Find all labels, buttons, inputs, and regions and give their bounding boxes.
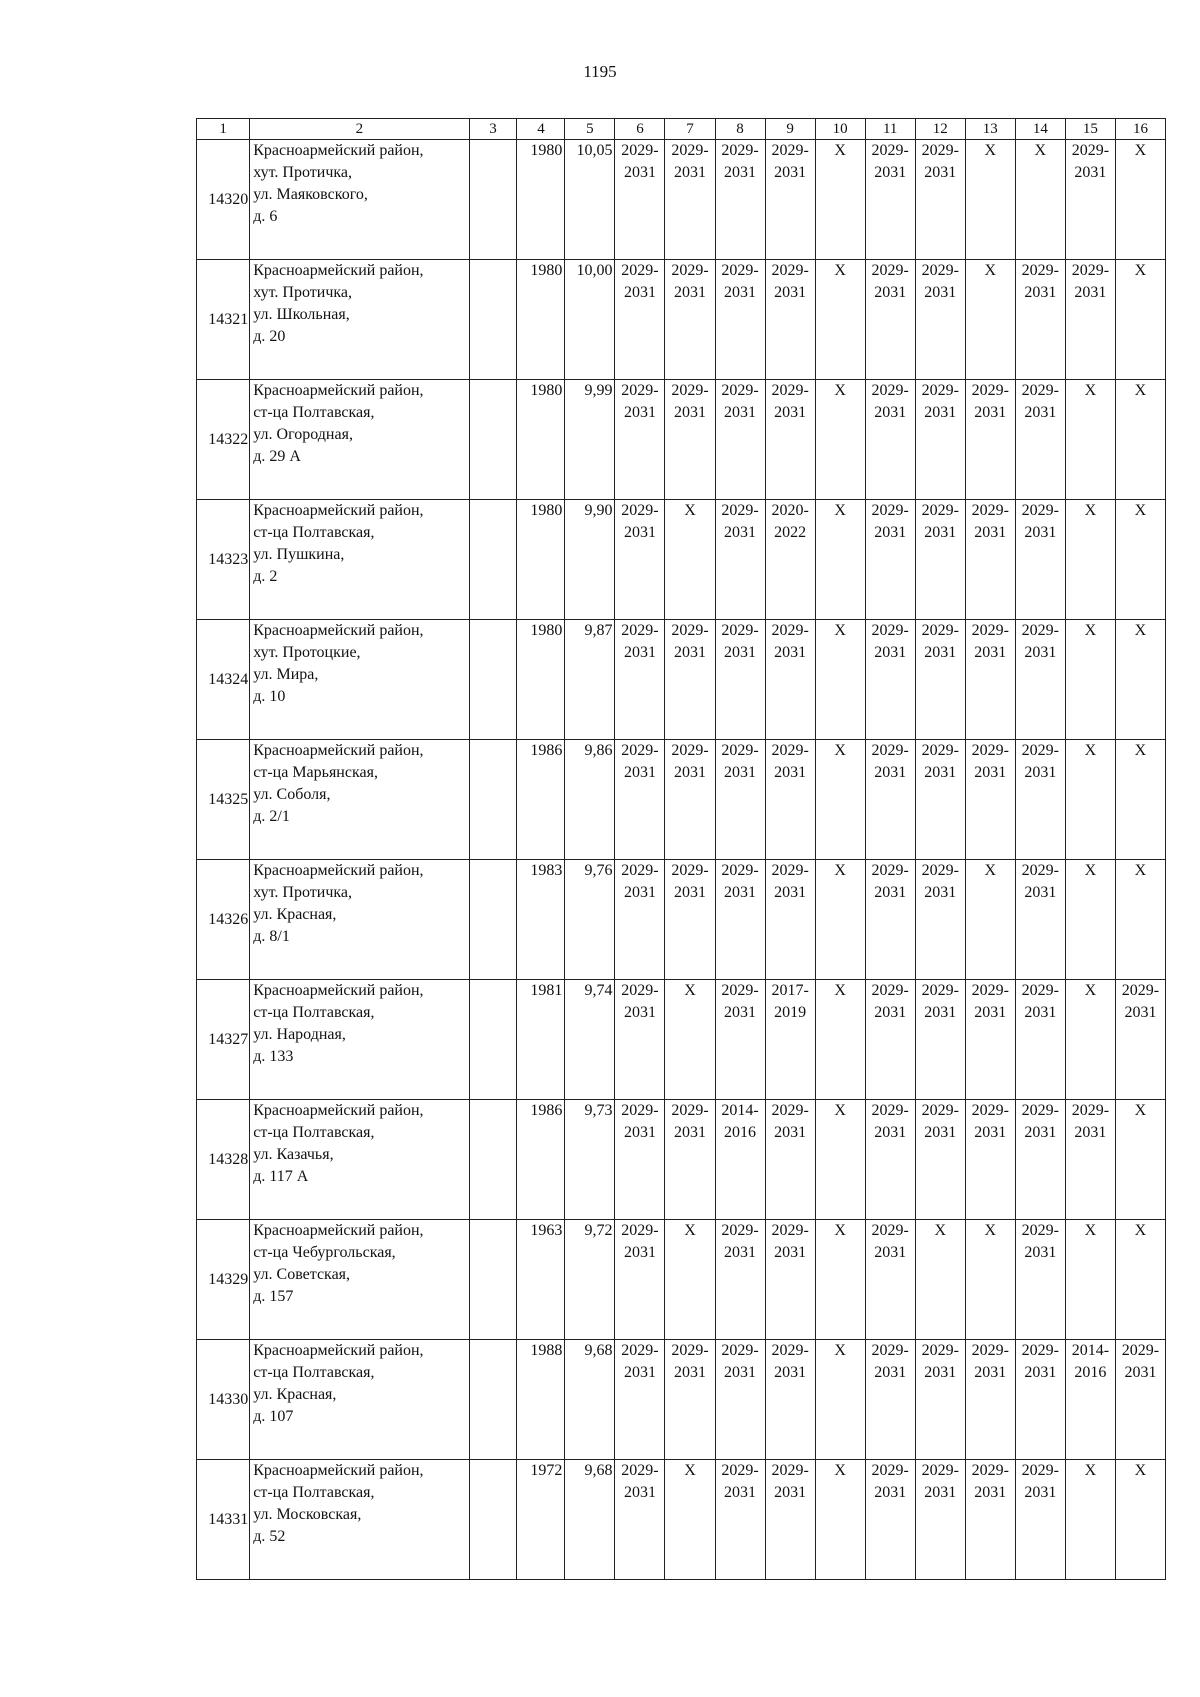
period-cell: X	[1115, 1100, 1165, 1220]
period-cell: 2029- 2031	[865, 1460, 915, 1580]
column-header: 14	[1015, 119, 1065, 140]
period-cell: 2029- 2031	[665, 380, 715, 500]
period-cell: X	[1015, 140, 1065, 260]
period-cell: 2029- 2031	[1015, 380, 1065, 500]
period-cell: X	[665, 980, 715, 1100]
period-cell: 2029- 2031	[615, 1220, 665, 1340]
period-cell: 2029- 2031	[615, 140, 665, 260]
period-cell: 2029- 2031	[765, 860, 815, 980]
year-cell: 1972	[517, 1460, 565, 1580]
column-header: 5	[565, 119, 615, 140]
period-cell: 2017- 2019	[765, 980, 815, 1100]
address-cell: Красноармейский район, ст-ца Полтавская, ул. Пушкина, д. 2	[250, 500, 469, 620]
period-cell: X	[815, 260, 865, 380]
row-number: 14328	[197, 1100, 250, 1220]
period-cell: X	[815, 500, 865, 620]
header-row	[197, 119, 1166, 140]
period-cell: 2029- 2031	[915, 260, 965, 380]
period-cell: 2029- 2031	[1065, 1100, 1115, 1220]
period-cell: 2029- 2031	[615, 860, 665, 980]
table-row	[197, 260, 1166, 380]
row-number: 14323	[197, 500, 250, 620]
period-cell: 2029- 2031	[965, 1100, 1015, 1220]
period-cell: X	[1065, 500, 1115, 620]
period-cell: X	[815, 1100, 865, 1220]
period-cell: 2029- 2031	[665, 260, 715, 380]
period-cell: 2029- 2031	[865, 1220, 915, 1340]
column-header: 13	[965, 119, 1015, 140]
period-cell: X	[965, 1220, 1015, 1340]
period-cell: 2029- 2031	[1065, 140, 1115, 260]
column-header: 2	[250, 119, 469, 140]
table-row	[197, 380, 1166, 500]
period-cell: X	[1115, 740, 1165, 860]
table-row	[197, 1460, 1166, 1580]
col3-cell	[469, 500, 517, 620]
period-cell: 2029- 2031	[615, 1340, 665, 1460]
year-cell: 1983	[517, 860, 565, 980]
year-cell: 1980	[517, 140, 565, 260]
address-cell: Красноармейский район, хут. Протичка, ул. Красная, д. 8/1	[250, 860, 469, 980]
col3-cell	[469, 1460, 517, 1580]
period-cell: 2029- 2031	[1115, 980, 1165, 1100]
period-cell: 2029- 2031	[1115, 1340, 1165, 1460]
period-cell: X	[965, 260, 1015, 380]
col3-cell	[469, 1340, 517, 1460]
address-cell: Красноармейский район, ст-ца Полтавская, ул. Московская, д. 52	[250, 1460, 469, 1580]
period-cell: X	[915, 1220, 965, 1340]
value-cell: 9,99	[565, 380, 615, 500]
period-cell: 2029- 2031	[865, 260, 915, 380]
value-cell: 9,68	[565, 1460, 615, 1580]
period-cell: X	[1065, 860, 1115, 980]
period-cell: 2029- 2031	[865, 860, 915, 980]
period-cell: 2029- 2031	[1065, 260, 1115, 380]
address-cell: Красноармейский район, ст-ца Полтавская, ул. Народная, д. 133	[250, 980, 469, 1100]
period-cell: 2029- 2031	[665, 620, 715, 740]
period-cell: 2029- 2031	[965, 980, 1015, 1100]
value-cell: 9,86	[565, 740, 615, 860]
period-cell: 2029- 2031	[965, 1340, 1015, 1460]
period-cell: X	[1065, 380, 1115, 500]
table-row	[197, 980, 1166, 1100]
period-cell: X	[1115, 620, 1165, 740]
period-cell: 2029- 2031	[715, 260, 765, 380]
page-number: 1195	[583, 62, 617, 81]
period-cell: 2029- 2031	[1015, 1460, 1065, 1580]
col3-cell	[469, 1220, 517, 1340]
period-cell: X	[1065, 980, 1115, 1100]
period-cell: 2029- 2031	[1015, 980, 1065, 1100]
period-cell: X	[815, 1460, 865, 1580]
row-number: 14320	[197, 140, 250, 260]
column-header: 4	[517, 119, 565, 140]
row-number: 14326	[197, 860, 250, 980]
row-number: 14330	[197, 1340, 250, 1460]
value-cell: 9,68	[565, 1340, 615, 1460]
period-cell: X	[965, 140, 1015, 260]
period-cell: X	[1115, 1460, 1165, 1580]
period-cell: X	[1115, 860, 1165, 980]
period-cell: X	[815, 620, 865, 740]
column-header: 10	[815, 119, 865, 140]
register-table	[196, 118, 1166, 1580]
period-cell: 2029- 2031	[965, 740, 1015, 860]
period-cell: 2029- 2031	[615, 1460, 665, 1580]
period-cell: X	[1115, 260, 1165, 380]
value-cell: 10,00	[565, 260, 615, 380]
column-header: 12	[915, 119, 965, 140]
column-header: 1	[197, 119, 250, 140]
period-cell: 2029- 2031	[765, 1220, 815, 1340]
period-cell: X	[1115, 380, 1165, 500]
table-row	[197, 500, 1166, 620]
table-row	[197, 1220, 1166, 1340]
period-cell: 2029- 2031	[915, 1460, 965, 1580]
period-cell: 2029- 2031	[965, 1460, 1015, 1580]
table-row	[197, 140, 1166, 260]
period-cell: 2029- 2031	[615, 620, 665, 740]
period-cell: 2029- 2031	[765, 1100, 815, 1220]
value-cell: 9,72	[565, 1220, 615, 1340]
value-cell: 9,74	[565, 980, 615, 1100]
period-cell: 2029- 2031	[1015, 260, 1065, 380]
period-cell: X	[1115, 140, 1165, 260]
col3-cell	[469, 380, 517, 500]
period-cell: 2029- 2031	[915, 860, 965, 980]
year-cell: 1988	[517, 1340, 565, 1460]
year-cell: 1980	[517, 260, 565, 380]
address-cell: Красноармейский район, хут. Протичка, ул. Маяковского, д. 6	[250, 140, 469, 260]
period-cell: X	[665, 1220, 715, 1340]
period-cell: 2029- 2031	[915, 980, 965, 1100]
period-cell: 2029- 2031	[1015, 1340, 1065, 1460]
column-header: 11	[865, 119, 915, 140]
period-cell: 2014- 2016	[1065, 1340, 1115, 1460]
period-cell: X	[1065, 1220, 1115, 1340]
column-header: 15	[1065, 119, 1115, 140]
period-cell: X	[815, 740, 865, 860]
period-cell: 2029- 2031	[665, 1340, 715, 1460]
address-cell: Красноармейский район, ст-ца Марьянская, ул. Соболя, д. 2/1	[250, 740, 469, 860]
value-cell: 9,76	[565, 860, 615, 980]
value-cell: 9,73	[565, 1100, 615, 1220]
period-cell: 2029- 2031	[665, 140, 715, 260]
period-cell: 2029- 2031	[715, 980, 765, 1100]
period-cell: 2029- 2031	[615, 1100, 665, 1220]
period-cell: 2029- 2031	[615, 980, 665, 1100]
period-cell: 2029- 2031	[765, 140, 815, 260]
period-cell: 2029- 2031	[715, 140, 765, 260]
col3-cell	[469, 980, 517, 1100]
year-cell: 1980	[517, 500, 565, 620]
period-cell: X	[1115, 500, 1165, 620]
period-cell: 2029- 2031	[1015, 620, 1065, 740]
year-cell: 1986	[517, 740, 565, 860]
year-cell: 1986	[517, 1100, 565, 1220]
period-cell: 2029- 2031	[665, 740, 715, 860]
period-cell: 2029- 2031	[865, 740, 915, 860]
row-number: 14321	[197, 260, 250, 380]
period-cell: 2029- 2031	[715, 1340, 765, 1460]
period-cell: 2029- 2031	[915, 140, 965, 260]
table-body	[197, 140, 1166, 1580]
table-row	[197, 1100, 1166, 1220]
period-cell: X	[815, 1220, 865, 1340]
period-cell: 2029- 2031	[865, 500, 915, 620]
period-cell: 2029- 2031	[615, 740, 665, 860]
period-cell: X	[665, 500, 715, 620]
period-cell: 2029- 2031	[1015, 1220, 1065, 1340]
period-cell: 2029- 2031	[615, 500, 665, 620]
row-number: 14324	[197, 620, 250, 740]
period-cell: 2029- 2031	[715, 380, 765, 500]
period-cell: 2029- 2031	[865, 980, 915, 1100]
period-cell: 2029- 2031	[1015, 740, 1065, 860]
period-cell: X	[815, 140, 865, 260]
col3-cell	[469, 140, 517, 260]
period-cell: 2014- 2016	[715, 1100, 765, 1220]
col3-cell	[469, 860, 517, 980]
address-cell: Красноармейский район, ст-ца Чебургольская, ул. Советская, д. 157	[250, 1220, 469, 1340]
period-cell: 2020- 2022	[765, 500, 815, 620]
table-row	[197, 740, 1166, 860]
period-cell: 2029- 2031	[915, 620, 965, 740]
period-cell: 2029- 2031	[765, 740, 815, 860]
period-cell: 2029- 2031	[915, 740, 965, 860]
period-cell: 2029- 2031	[865, 140, 915, 260]
col3-cell	[469, 620, 517, 740]
address-cell: Красноармейский район, хут. Протичка, ул. Школьная, д. 20	[250, 260, 469, 380]
period-cell: 2029- 2031	[1015, 500, 1065, 620]
row-number: 14329	[197, 1220, 250, 1340]
period-cell: 2029- 2031	[965, 500, 1015, 620]
period-cell: 2029- 2031	[915, 1340, 965, 1460]
period-cell: 2029- 2031	[715, 620, 765, 740]
period-cell: X	[815, 860, 865, 980]
value-cell: 9,87	[565, 620, 615, 740]
period-cell: X	[815, 980, 865, 1100]
row-number: 14327	[197, 980, 250, 1100]
period-cell: 2029- 2031	[615, 380, 665, 500]
period-cell: X	[665, 1460, 715, 1580]
period-cell: 2029- 2031	[915, 380, 965, 500]
column-header: 16	[1115, 119, 1165, 140]
period-cell: 2029- 2031	[715, 500, 765, 620]
col3-cell	[469, 1100, 517, 1220]
col3-cell	[469, 260, 517, 380]
table-row	[197, 620, 1166, 740]
value-cell: 9,90	[565, 500, 615, 620]
period-cell: 2029- 2031	[765, 1340, 815, 1460]
period-cell: 2029- 2031	[715, 860, 765, 980]
address-cell: Красноармейский район, ст-ца Полтавская, ул. Казачья, д. 117 А	[250, 1100, 469, 1220]
period-cell: 2029- 2031	[965, 380, 1015, 500]
period-cell: 2029- 2031	[715, 1220, 765, 1340]
column-header: 6	[615, 119, 665, 140]
period-cell: 2029- 2031	[865, 1340, 915, 1460]
col3-cell	[469, 740, 517, 860]
period-cell: 2029- 2031	[665, 1100, 715, 1220]
year-cell: 1963	[517, 1220, 565, 1340]
value-cell: 10,05	[565, 140, 615, 260]
year-cell: 1980	[517, 620, 565, 740]
period-cell: 2029- 2031	[965, 620, 1015, 740]
row-number: 14331	[197, 1460, 250, 1580]
period-cell: 2029- 2031	[865, 380, 915, 500]
period-cell: 2029- 2031	[1015, 1100, 1065, 1220]
period-cell: 2029- 2031	[765, 260, 815, 380]
period-cell: 2029- 2031	[715, 1460, 765, 1580]
address-cell: Красноармейский район, хут. Протоцкие, ул. Мира, д. 10	[250, 620, 469, 740]
year-cell: 1980	[517, 380, 565, 500]
period-cell: X	[1065, 1460, 1115, 1580]
column-header: 8	[715, 119, 765, 140]
period-cell: 2029- 2031	[615, 260, 665, 380]
period-cell: X	[815, 380, 865, 500]
table-row	[197, 1340, 1166, 1460]
period-cell: 2029- 2031	[765, 620, 815, 740]
period-cell: X	[1065, 740, 1115, 860]
address-cell: Красноармейский район, ст-ца Полтавская, ул. Огородная, д. 29 А	[250, 380, 469, 500]
row-number: 14325	[197, 740, 250, 860]
period-cell: X	[1065, 620, 1115, 740]
period-cell: 2029- 2031	[765, 1460, 815, 1580]
address-cell: Красноармейский район, ст-ца Полтавская, ул. Красная, д. 107	[250, 1340, 469, 1460]
column-header: 3	[469, 119, 517, 140]
period-cell: 2029- 2031	[915, 1100, 965, 1220]
period-cell: 2029- 2031	[865, 1100, 915, 1220]
period-cell: 2029- 2031	[1015, 860, 1065, 980]
column-header: 9	[765, 119, 815, 140]
period-cell: X	[815, 1340, 865, 1460]
column-header: 7	[665, 119, 715, 140]
period-cell: 2029- 2031	[915, 500, 965, 620]
period-cell: 2029- 2031	[665, 860, 715, 980]
period-cell: X	[965, 860, 1015, 980]
year-cell: 1981	[517, 980, 565, 1100]
period-cell: 2029- 2031	[715, 740, 765, 860]
table-row	[197, 860, 1166, 980]
period-cell: X	[1115, 1220, 1165, 1340]
period-cell: 2029- 2031	[765, 380, 815, 500]
row-number: 14322	[197, 380, 250, 500]
period-cell: 2029- 2031	[865, 620, 915, 740]
